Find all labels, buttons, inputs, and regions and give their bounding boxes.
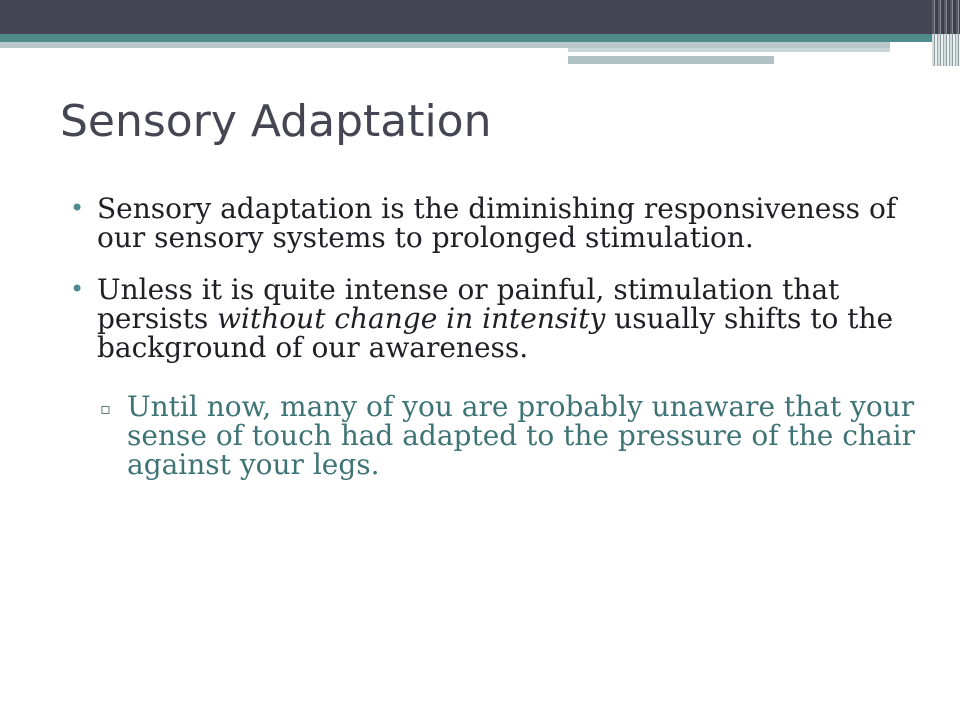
sub-bullet-item [100, 392, 920, 479]
square-bullet-icon: ▫ [100, 399, 111, 418]
bullet-item [70, 194, 920, 252]
slide-body [70, 194, 920, 479]
slide-title: Sensory Adaptation [60, 96, 492, 147]
header-band [0, 0, 960, 34]
bullet-text-emphasis: without change in intensity [217, 302, 606, 335]
bullet-dot-icon: • [70, 275, 85, 303]
bullet-text [97, 273, 893, 364]
bullet-text-start: Unless it is quite intense or painful, stimulation that persists [97, 273, 840, 335]
bullet-text: Sensory adaptation is the diminishing responsiveness of our sensory systems to prolonged stimulation. [97, 192, 897, 254]
bullet-text-end: usually shifts to the background of our awareness. [97, 302, 894, 364]
sub-bullet-text: Until now, many of you are probably unaware that your sense of touch had adapted to the pressure of the chair against your legs. [127, 390, 916, 481]
decorative-stripes-dark [932, 0, 960, 34]
bullet-item [70, 275, 920, 362]
header-light-line-shorter [568, 56, 774, 64]
header-gap [568, 52, 890, 54]
header-accent-line [0, 34, 940, 42]
bullet-dot-icon: • [70, 194, 85, 222]
